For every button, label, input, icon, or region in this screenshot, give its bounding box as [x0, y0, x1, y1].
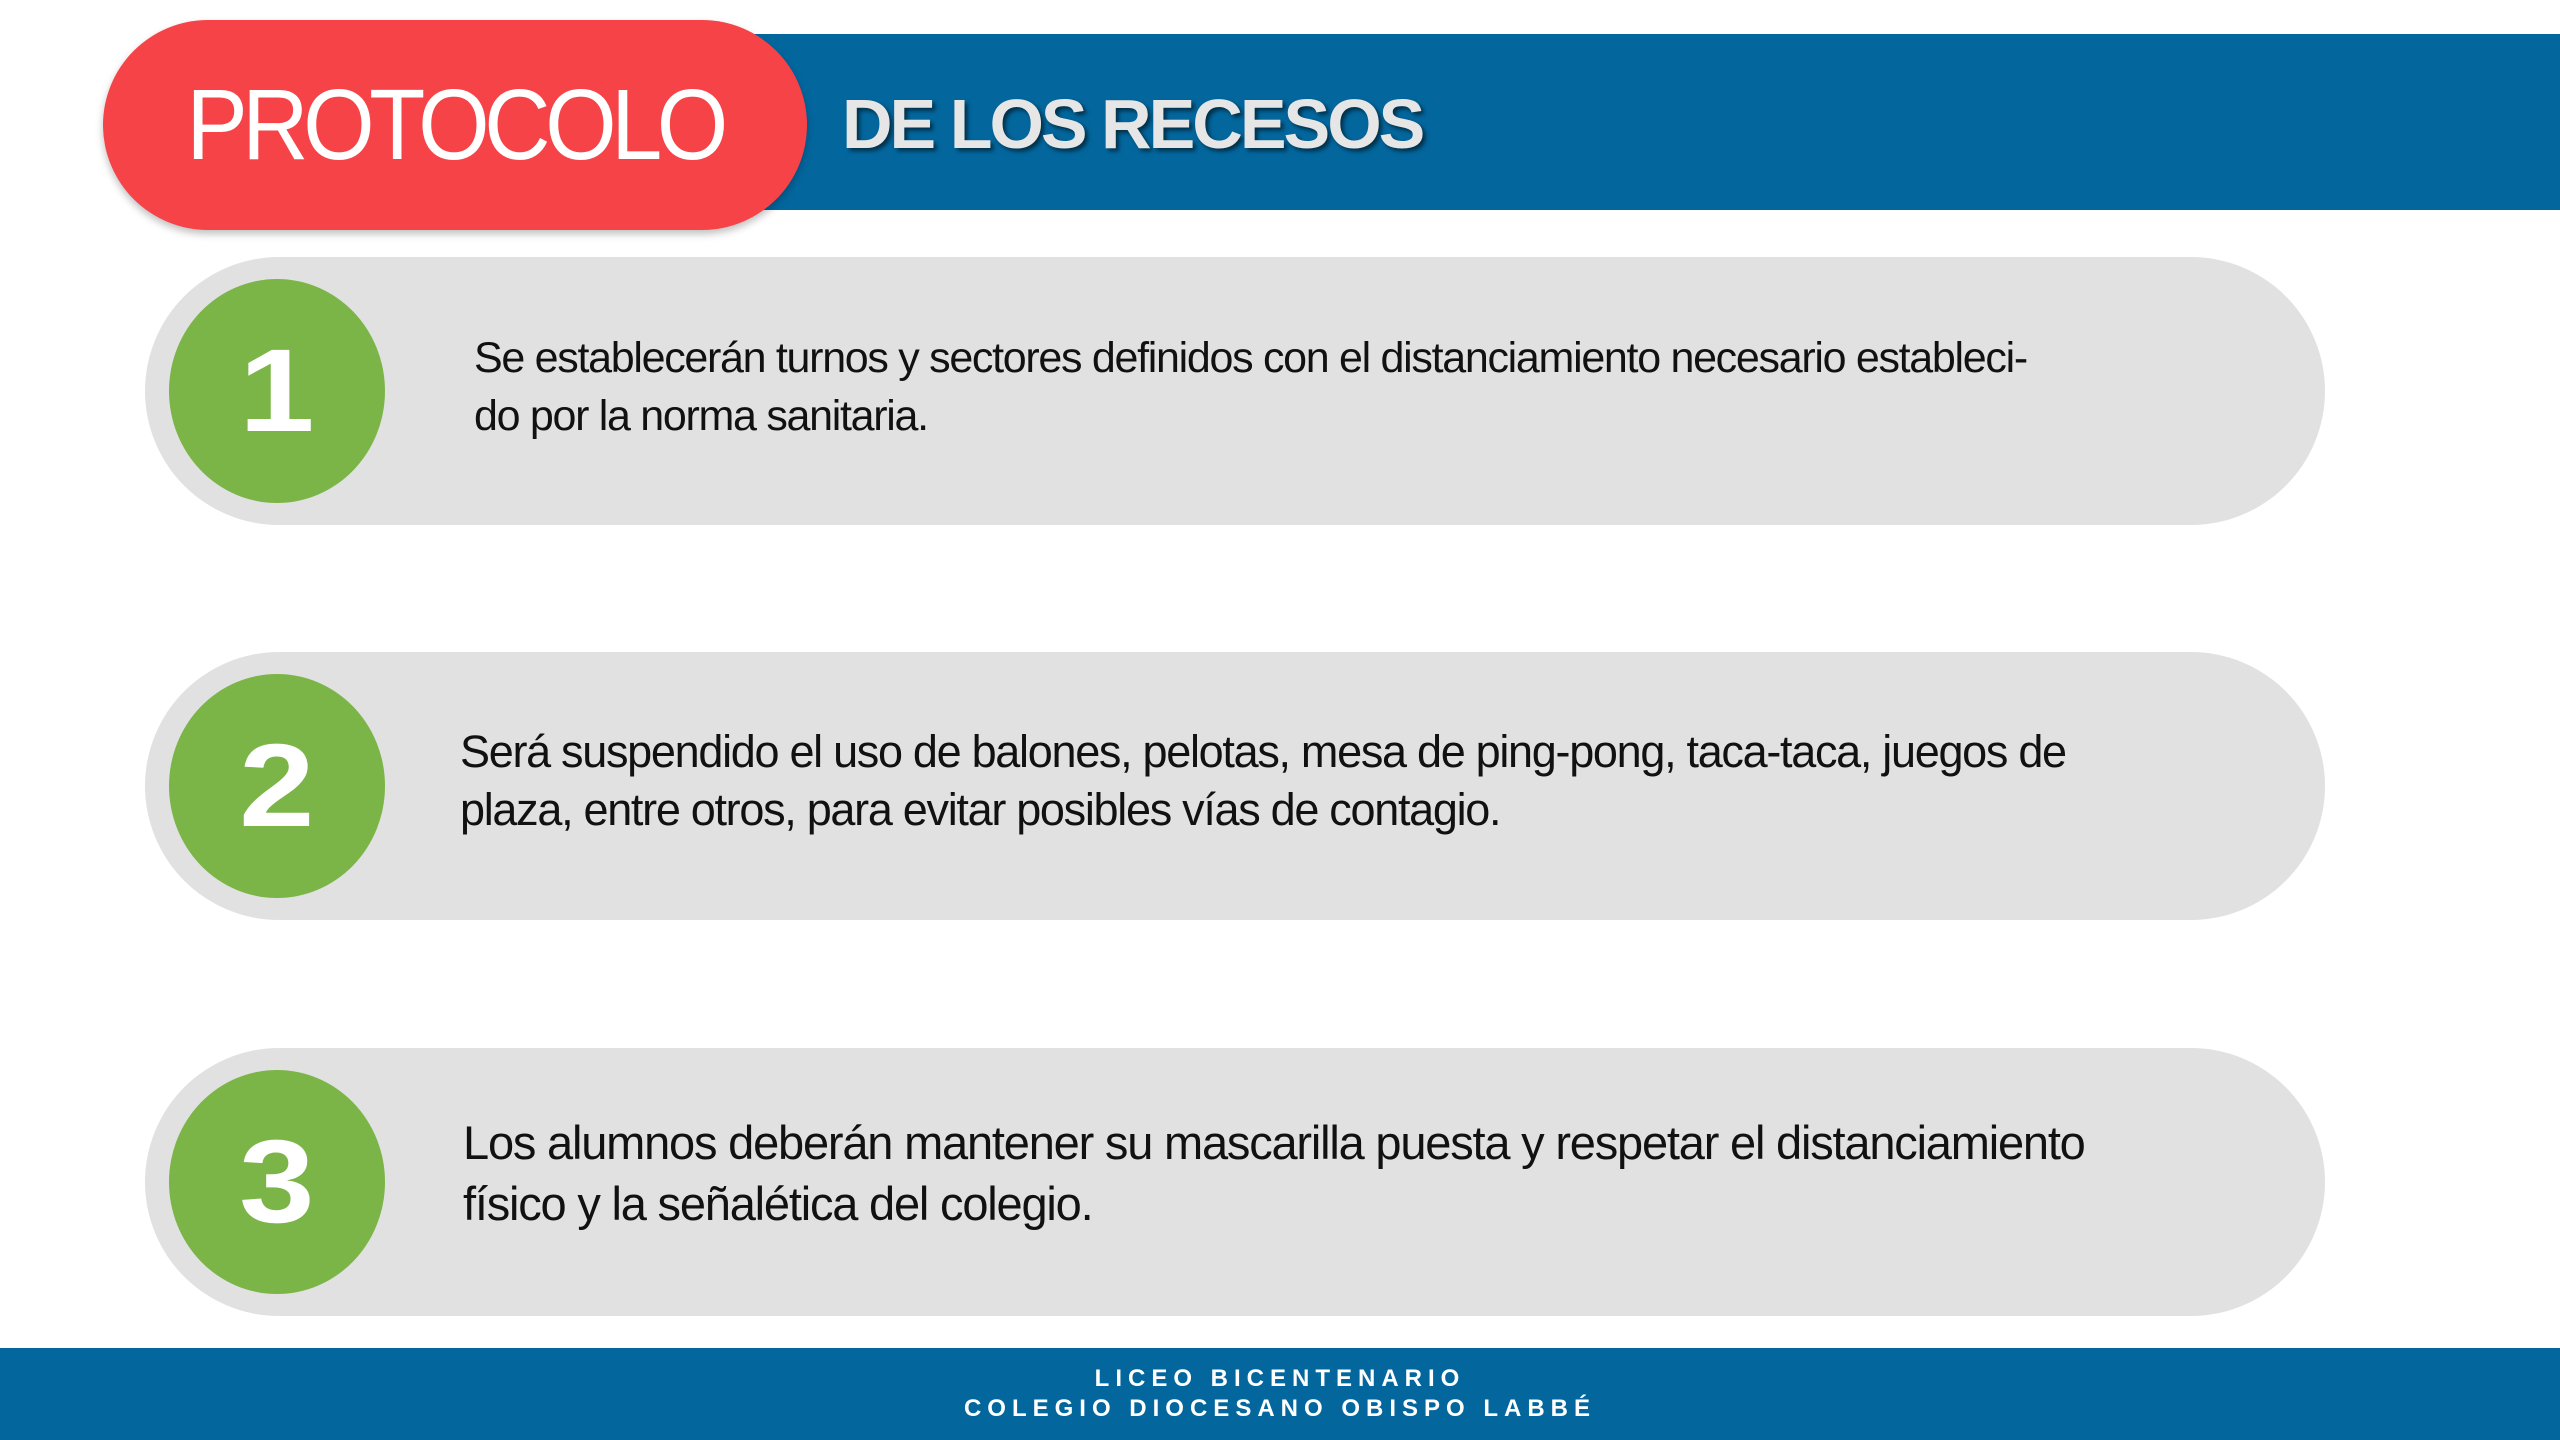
footer-school-line-2: COLEGIO DIOCESANO OBISPO LABBÉ — [963, 1395, 1597, 1422]
item-text-line: Se establecerán turnos y sectores definidos con el distanciamiento necesario estableci- — [474, 334, 2027, 382]
item-text — [460, 723, 2066, 839]
item-text-line: Los alumnos deberán mantener su mascarilla puesta y respetar el distanciamiento — [463, 1116, 2085, 1169]
protocol-item-2 — [145, 652, 2325, 920]
item-text-line: físico y la señalética del colegio. — [463, 1177, 1093, 1230]
protocol-item-1 — [145, 257, 2325, 525]
item-number-badge — [169, 279, 385, 503]
title-pill — [103, 20, 807, 230]
item-text-line: Será suspendido el uso de balones, pelotas, mesa de ping-pong, taca-taca, juegos de — [460, 726, 2066, 777]
item-number: 3 — [239, 1116, 315, 1248]
page-subtitle: DE LOS RECESOS — [842, 85, 1423, 163]
footer-school-line-1: LICEO BICENTENARIO — [1094, 1365, 1466, 1392]
item-text-line: plaza, entre otros, para evitar posibles vías de contagio. — [460, 784, 1501, 835]
item-text-line: do por la norma sanitaria. — [474, 392, 928, 440]
protocol-item-3 — [145, 1048, 2325, 1316]
page-title: PROTOCOLO — [186, 68, 724, 181]
item-text — [474, 329, 2027, 445]
item-text — [463, 1112, 2085, 1234]
item-number: 1 — [239, 325, 315, 457]
item-number-badge — [169, 1070, 385, 1294]
item-number: 2 — [239, 720, 315, 852]
item-number-badge — [169, 674, 385, 898]
footer — [0, 1348, 2560, 1440]
